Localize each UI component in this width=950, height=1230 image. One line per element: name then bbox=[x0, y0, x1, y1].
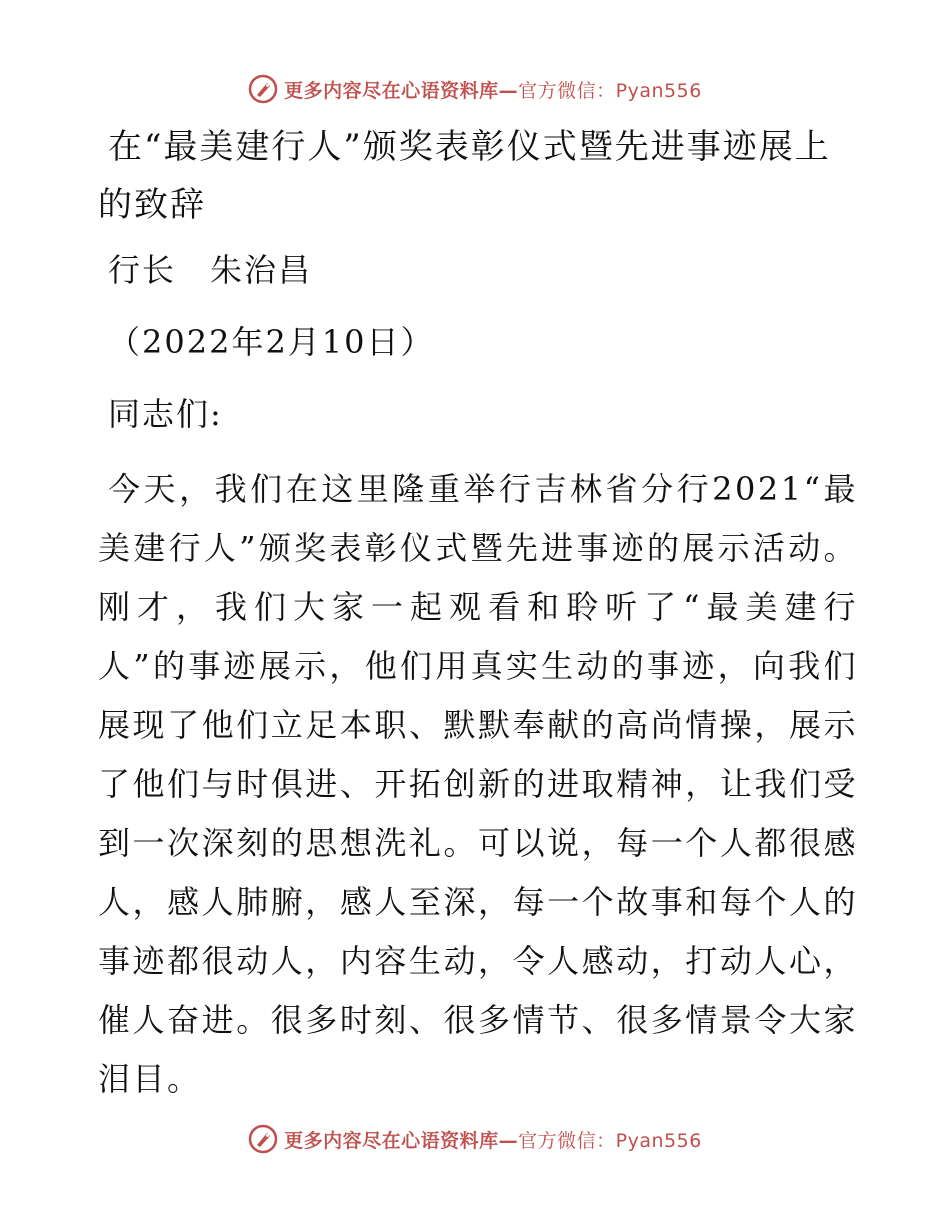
watermark-wechat: 官方微信：Pyan556 bbox=[518, 79, 702, 102]
body-paragraph: 今天，我们在这里隆重举行吉林省分行2021“最美建行人”颁奖表彰仪式暨先进事迹的展示活动。刚才，我们大家一起观看和聆听了“最美建行人”的事迹展示，他们用真实生动的事迹，向我们展现了他们立足本职、默默奉献的高尚情操，展示了他们与时俱进、开拓创新的进取精神，让我们受到一次深刻的思想洗礼。可以说，每一个人都很感人，感人肺腑，感人至深，每一个故事和每个人的事迹都很动人，内容生动，令人感动，打动人心，催人奋进。很多时刻、很多情节、很多情景令大家泪目。 bbox=[98, 470, 858, 1098]
footer-watermark bbox=[0, 1124, 950, 1154]
header-watermark bbox=[0, 74, 950, 104]
pen-nib-icon bbox=[248, 1124, 278, 1154]
document-date: （2022年2月10日） bbox=[108, 323, 435, 361]
salutation: 同志们: bbox=[108, 395, 223, 433]
document-title: 在“最美建行人”颁奖表彰仪式暨先进事迹展上的致辞 bbox=[98, 127, 831, 225]
watermark-text: 更多内容尽在心语资料库— bbox=[284, 1129, 519, 1152]
watermark-text: 更多内容尽在心语资料库— bbox=[284, 79, 519, 102]
watermark-wechat: 官方微信：Pyan556 bbox=[518, 1129, 702, 1152]
document-body bbox=[98, 118, 858, 1109]
document-author: 行长 朱治昌 bbox=[108, 251, 313, 289]
pen-nib-icon bbox=[248, 74, 278, 104]
